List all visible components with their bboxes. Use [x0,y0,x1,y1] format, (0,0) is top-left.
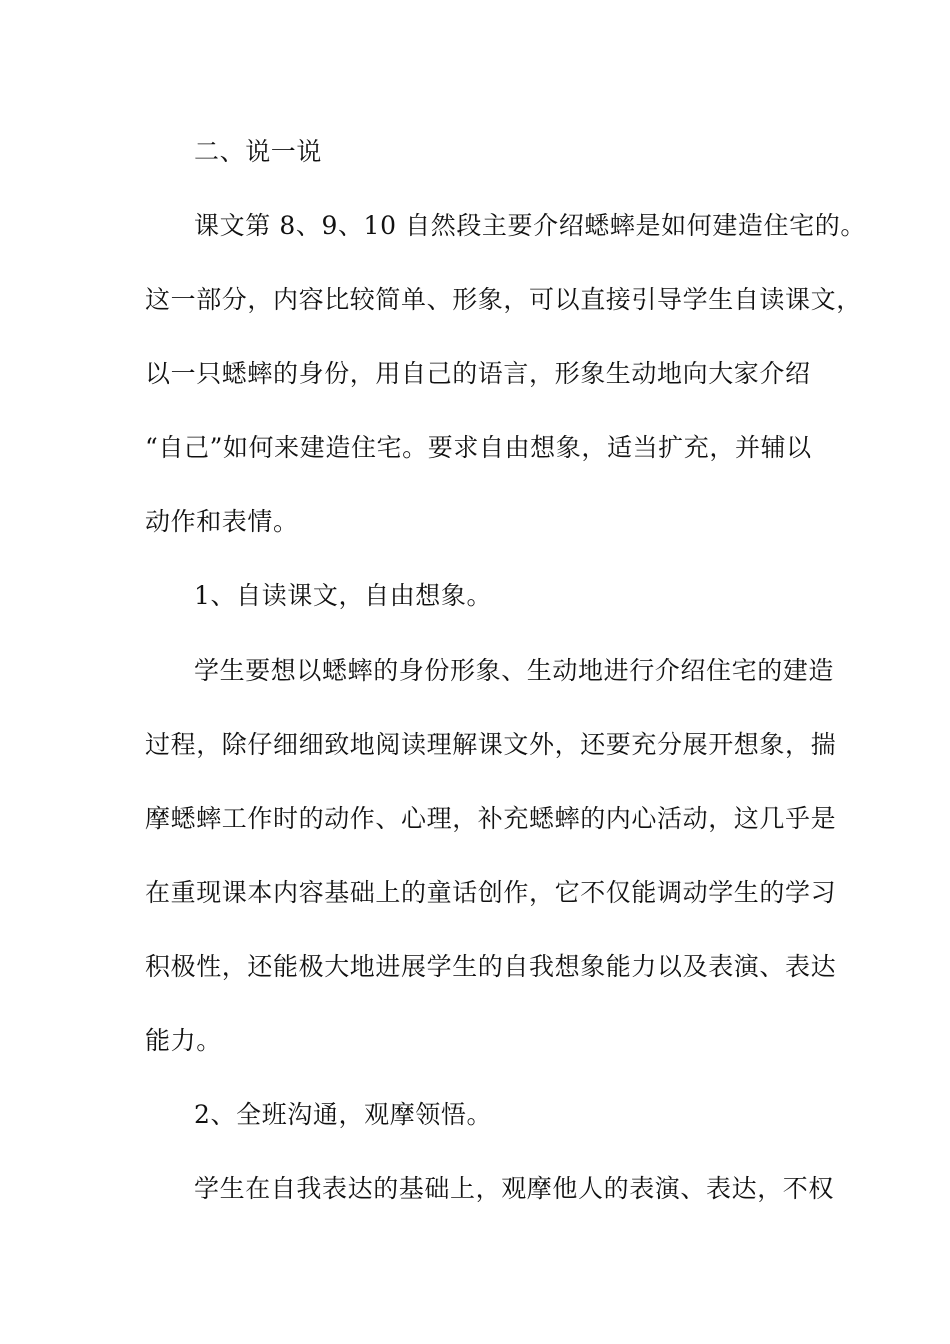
paragraph-line: “自己”如何来建造住宅。要求自由想象，适当扩充，并辅以 [145,433,812,462]
paragraph-line: 能力。 [145,1026,222,1055]
paragraph-line: 学生要想以蟋蟀的身份形象、生动地进行介绍住宅的建造 [194,656,835,685]
subsection-heading: 1、自读课文，自由想象。 [194,581,493,610]
paragraph-line: 动作和表情。 [145,507,299,536]
paragraph-line: 以一只蟋蟀的身份，用自己的语言，形象生动地向大家介绍 [145,359,811,388]
paragraph-line: 过程，除仔细细致地阅读理解课文外，还要充分展开想象，揣 [145,730,837,759]
paragraph-line: 摩蟋蟀工作时的动作、心理，补充蟋蟀的内心活动，这几乎是 [145,804,837,833]
paragraph-line: 学生在自我表达的基础上，观摩他人的表演、表达，不权 [194,1174,835,1203]
section-heading: 二、说一说 [194,137,323,166]
paragraph-line: 课文第 8、9、10 自然段主要介绍蟋蟀是如何建造住宅的。 [194,211,866,240]
subsection-heading: 2、全班沟通，观摩领悟。 [194,1100,493,1129]
paragraph-line: 这一部分，内容比较简单、形象，可以直接引导学生自读课文， [145,285,862,314]
paragraph-line: 积极性，还能极大地进展学生的自我想象能力以及表演、表达 [145,952,837,981]
paragraph-line: 在重现课本内容基础上的童话创作，它不仅能调动学生的学习 [145,878,837,907]
